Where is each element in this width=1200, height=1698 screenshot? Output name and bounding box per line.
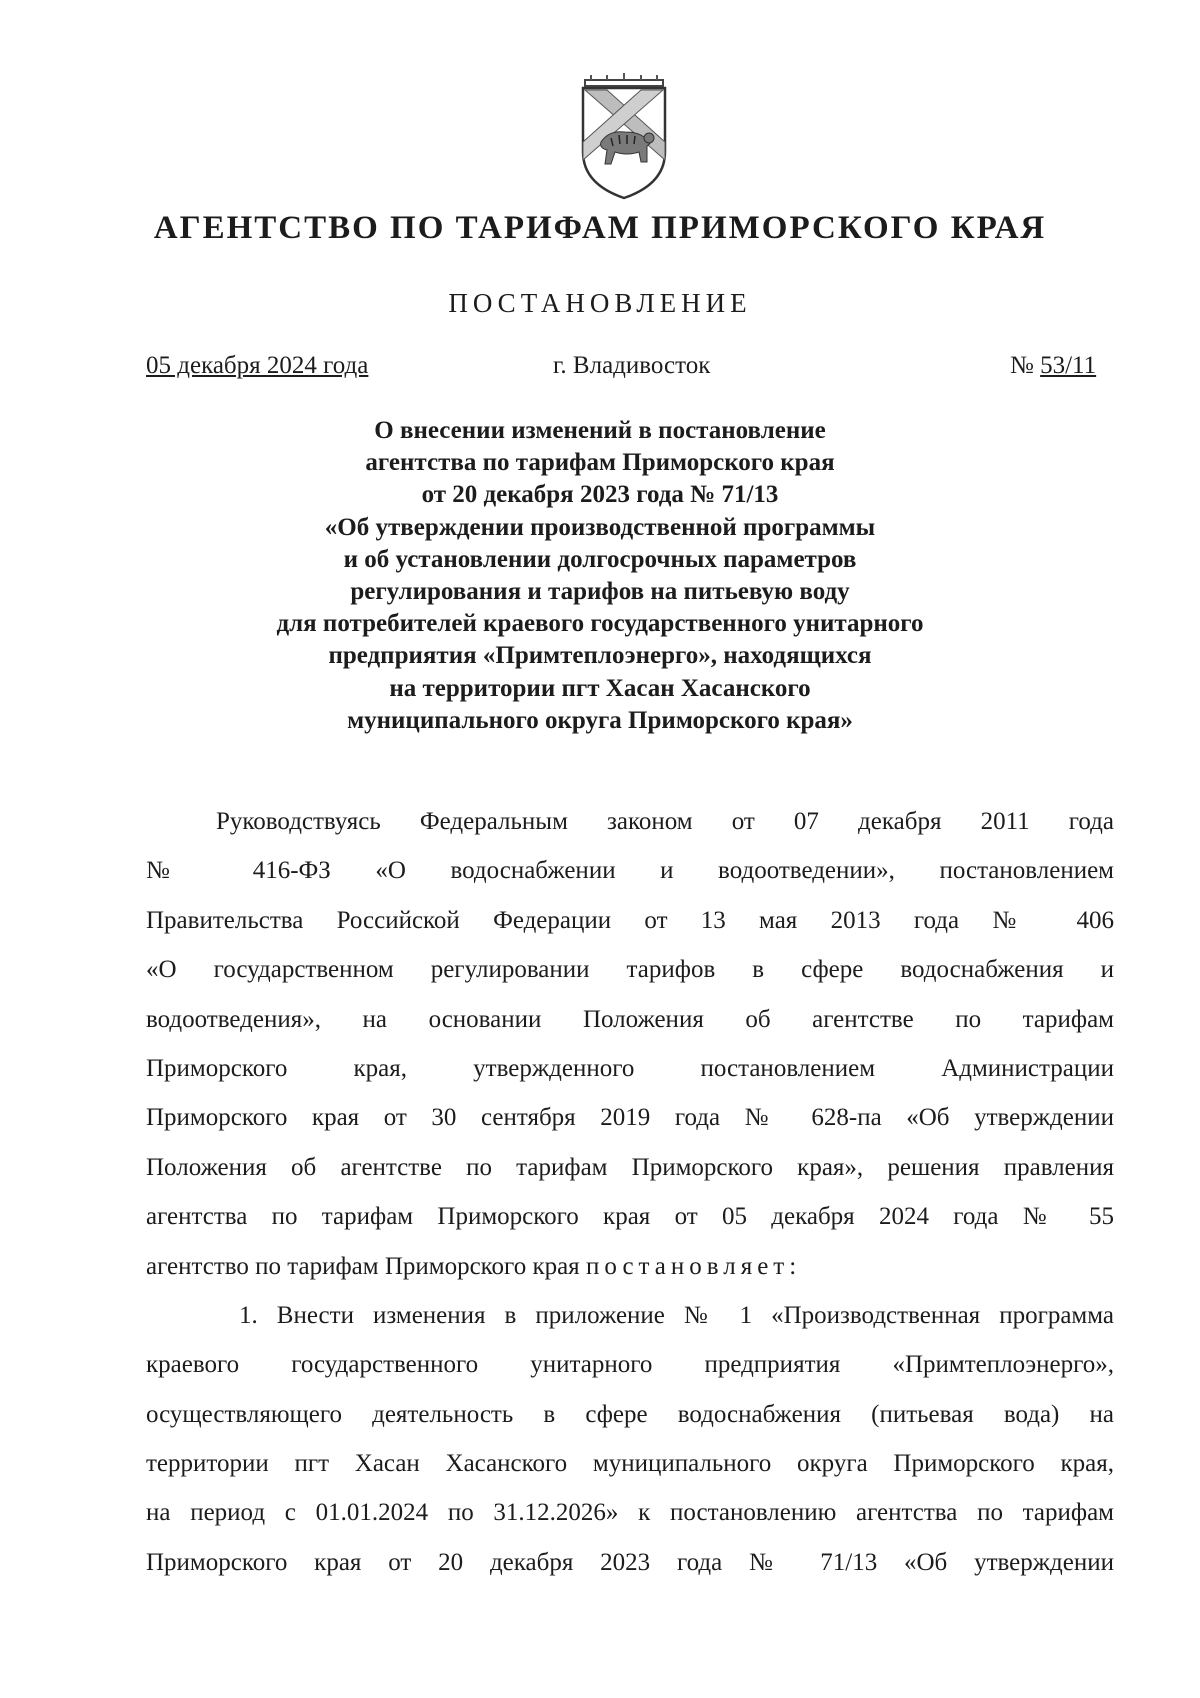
- agency-name: АГЕНТСТВО ПО ТАРИФАМ ПРИМОРСКОГО КРАЯ: [153, 210, 1047, 246]
- title-line: агентства по тарифам Приморского края: [365, 449, 835, 477]
- title-line: регулирования и тарифов на питьевую воду: [350, 578, 850, 606]
- body-line: краевого государственного унитарного предприятия «Примтеплоэнерго»,: [146, 1351, 1114, 1379]
- title-line: предприятия «Примтеплоэнерго», находящихся: [328, 642, 872, 670]
- title-line: от 20 декабря 2023 года № 71/13: [421, 481, 779, 509]
- title-line: для потребителей краевого государственного унитарного: [276, 610, 924, 638]
- body-line: Приморского края от 20 декабря 2023 года № 71/13 «Об утверждении: [146, 1548, 1114, 1576]
- body-line: Приморского края от 30 сентября 2019 года № 628-па «Об утверждении: [146, 1104, 1114, 1132]
- body-line-resolution: [146, 1242, 1114, 1291]
- title-line: «Об утверждении производственной программы: [324, 513, 876, 541]
- title-line: О внесении изменений в постановление: [374, 417, 826, 444]
- body-line: № 416-ФЗ «О водоснабжении и водоотведении», постановлением: [146, 857, 1114, 885]
- document-body: [146, 797, 1114, 1587]
- number-value: 53/11: [1040, 352, 1097, 379]
- body-line: Правительства Российской Федерации от 13 мая 2013 года № 406: [146, 906, 1114, 934]
- body-line: «О государственном регулировании тарифов в сфере водоснабжения и: [146, 956, 1114, 984]
- body-line: 1. Внести изменения в приложение № 1 «Производственная программа: [239, 1301, 1114, 1329]
- title-line: муниципального округа Приморского края»: [347, 706, 853, 734]
- body-line: Руководствуясь Федеральным законом от 07 декабря 2011 года: [216, 808, 1114, 835]
- body-line: Положения об агентстве по тарифам Приморского края», решения правления: [146, 1153, 1114, 1181]
- body-line: на период с 01.01.2024 по 31.12.2026» к постановлению агентства по тарифам: [146, 1499, 1114, 1527]
- coat-of-arms-icon: [577, 72, 671, 202]
- document-date: 05 декабря 2024 года: [146, 352, 369, 379]
- resolve-word: постановляет:: [585, 1252, 802, 1280]
- title-line: и об установлении долгосрочных параметров: [343, 545, 857, 573]
- title-line: на территории пгт Хасан Хасанского: [389, 674, 811, 702]
- document-city: г. Владивосток: [553, 352, 711, 379]
- body-line: водоотведения», на основании Положения об агентстве по тарифам: [146, 1005, 1114, 1033]
- number-prefix: №: [1010, 352, 1034, 379]
- body-line-text: агентство по тарифам Приморского края: [146, 1252, 586, 1280]
- body-line: Приморского края, утвержденного постановлением Администрации: [146, 1054, 1114, 1082]
- document-number: [1010, 352, 1096, 380]
- body-line: агентства по тарифам Приморского края от 05 декабря 2024 года № 55: [146, 1203, 1114, 1231]
- document-type: ПОСТАНОВЛЕНИЕ: [448, 288, 752, 318]
- body-line: территории пгт Хасан Хасанского муниципального округа Приморского края,: [146, 1450, 1114, 1478]
- document-title: [0, 415, 1200, 737]
- body-line: осуществляющего деятельность в сфере водоснабжения (питьевая вода) на: [146, 1400, 1114, 1428]
